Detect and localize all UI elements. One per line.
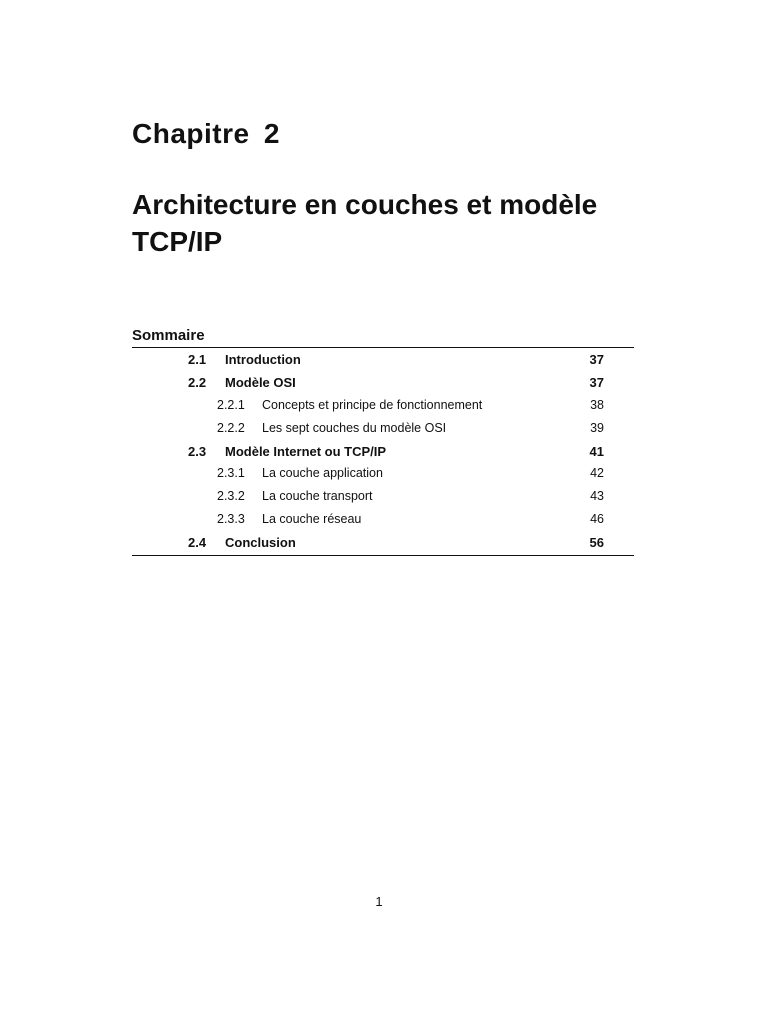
toc-entry-page: 37 bbox=[589, 374, 604, 390]
toc-entry-number: 2.2 bbox=[188, 374, 207, 390]
toc-list bbox=[132, 348, 634, 556]
toc-entry-label: Concepts et principe de fonctionnement bbox=[262, 397, 483, 412]
toc-entry-number: 2.3.2 bbox=[217, 489, 245, 504]
toc-entry[interactable] bbox=[132, 371, 634, 394]
toc-entry-label: Modèle OSI bbox=[225, 374, 296, 390]
toc-entry-page: 43 bbox=[590, 489, 604, 504]
toc-entry-label: Conclusion bbox=[225, 535, 296, 551]
toc-entry-page: 56 bbox=[589, 535, 604, 551]
toc-entry[interactable] bbox=[132, 348, 634, 371]
toc-entry-page: 37 bbox=[589, 352, 604, 367]
toc-entry-label: La couche application bbox=[262, 466, 383, 481]
toc-entry[interactable] bbox=[132, 531, 634, 554]
toc-subentry[interactable] bbox=[132, 462, 634, 485]
page-number: 1 bbox=[375, 894, 383, 909]
toc-entry-number: 2.3.1 bbox=[217, 466, 245, 481]
toc-heading: Sommaire bbox=[132, 326, 634, 348]
toc-entry-label: La couche réseau bbox=[262, 512, 362, 527]
toc-entry-number: 2.4 bbox=[188, 535, 207, 551]
toc-entry-label: Les sept couches du modèle OSI bbox=[262, 420, 447, 435]
toc-entry-page: 38 bbox=[590, 397, 604, 412]
chapter-label: Chapitre 2 bbox=[132, 118, 280, 149]
toc-entry-number: 2.2.1 bbox=[217, 397, 245, 412]
toc-entry-number: 2.1 bbox=[188, 352, 207, 367]
toc-entry-number: 2.3.3 bbox=[217, 512, 245, 527]
toc-subentry[interactable] bbox=[132, 394, 634, 417]
toc-entry[interactable] bbox=[132, 440, 634, 463]
toc-entry-label: Modèle Internet ou TCP/IP bbox=[225, 443, 387, 459]
toc-entry-label: Introduction bbox=[225, 352, 301, 367]
toc-entry-number: 2.3 bbox=[188, 443, 207, 459]
toc-entry-page: 39 bbox=[590, 420, 604, 435]
table-of-contents bbox=[132, 326, 634, 556]
chapter-title: Architecture en couches et modèle TCP/IP bbox=[132, 189, 598, 257]
toc-entry-number: 2.2.2 bbox=[217, 420, 245, 435]
toc-entry-page: 42 bbox=[590, 466, 604, 481]
toc-subentry[interactable] bbox=[132, 508, 634, 531]
toc-entry-page: 41 bbox=[589, 443, 604, 459]
toc-entry-page: 46 bbox=[590, 512, 604, 527]
toc-entry-label: La couche transport bbox=[262, 489, 373, 504]
toc-subentry[interactable] bbox=[132, 485, 634, 508]
toc-subentry[interactable] bbox=[132, 417, 634, 440]
